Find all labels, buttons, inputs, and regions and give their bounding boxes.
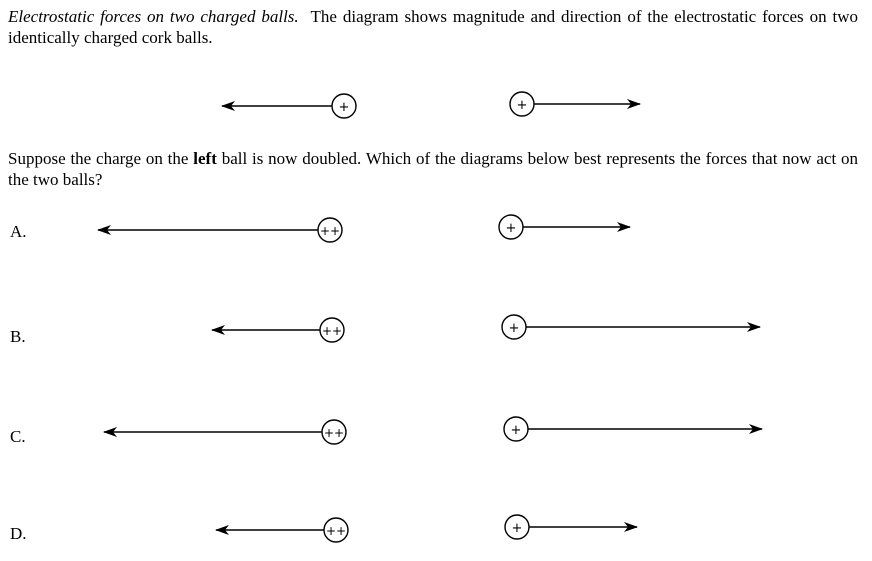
intro-title: Electrostatic forces on two charged balls. — [8, 7, 299, 26]
original-left-ball — [222, 94, 356, 118]
option-d-label[interactable]: D. — [10, 524, 27, 543]
option-b-label[interactable]: B. — [10, 327, 26, 346]
intro-text: The diagram shows magnitude and direction of the electrostatic forces on two identically charged cork balls. — [8, 7, 858, 47]
original-left-charge: + — [338, 100, 350, 115]
question-text-after: ball is now doubled. Which of the diagrams below best represents the forces that now act on the two balls? — [8, 149, 858, 189]
option-c-label[interactable]: C. — [10, 427, 26, 446]
option-d-left-charge: ++ — [325, 524, 347, 538]
option-a-label[interactable]: A. — [10, 222, 27, 241]
option-a-right-charge: + — [505, 221, 517, 236]
option-a-left-charge: ++ — [319, 224, 341, 238]
option-c-left-charge: ++ — [323, 426, 345, 440]
option-d-right-charge: + — [511, 521, 523, 536]
option-a-diagram[interactable] — [98, 215, 630, 242]
option-d-diagram[interactable] — [216, 515, 637, 542]
option-c-right-charge: + — [510, 423, 522, 438]
option-b-diagram[interactable] — [212, 315, 760, 342]
question-emphasis: left — [193, 149, 217, 168]
question-text-before: Suppose the charge on the — [8, 149, 194, 168]
original-right-ball — [510, 92, 640, 116]
option-b-right-charge: + — [508, 321, 520, 336]
original-right-charge: + — [516, 98, 528, 113]
original-diagram — [222, 92, 640, 118]
option-c-diagram[interactable] — [104, 417, 762, 444]
option-b-left-charge: ++ — [321, 324, 343, 338]
